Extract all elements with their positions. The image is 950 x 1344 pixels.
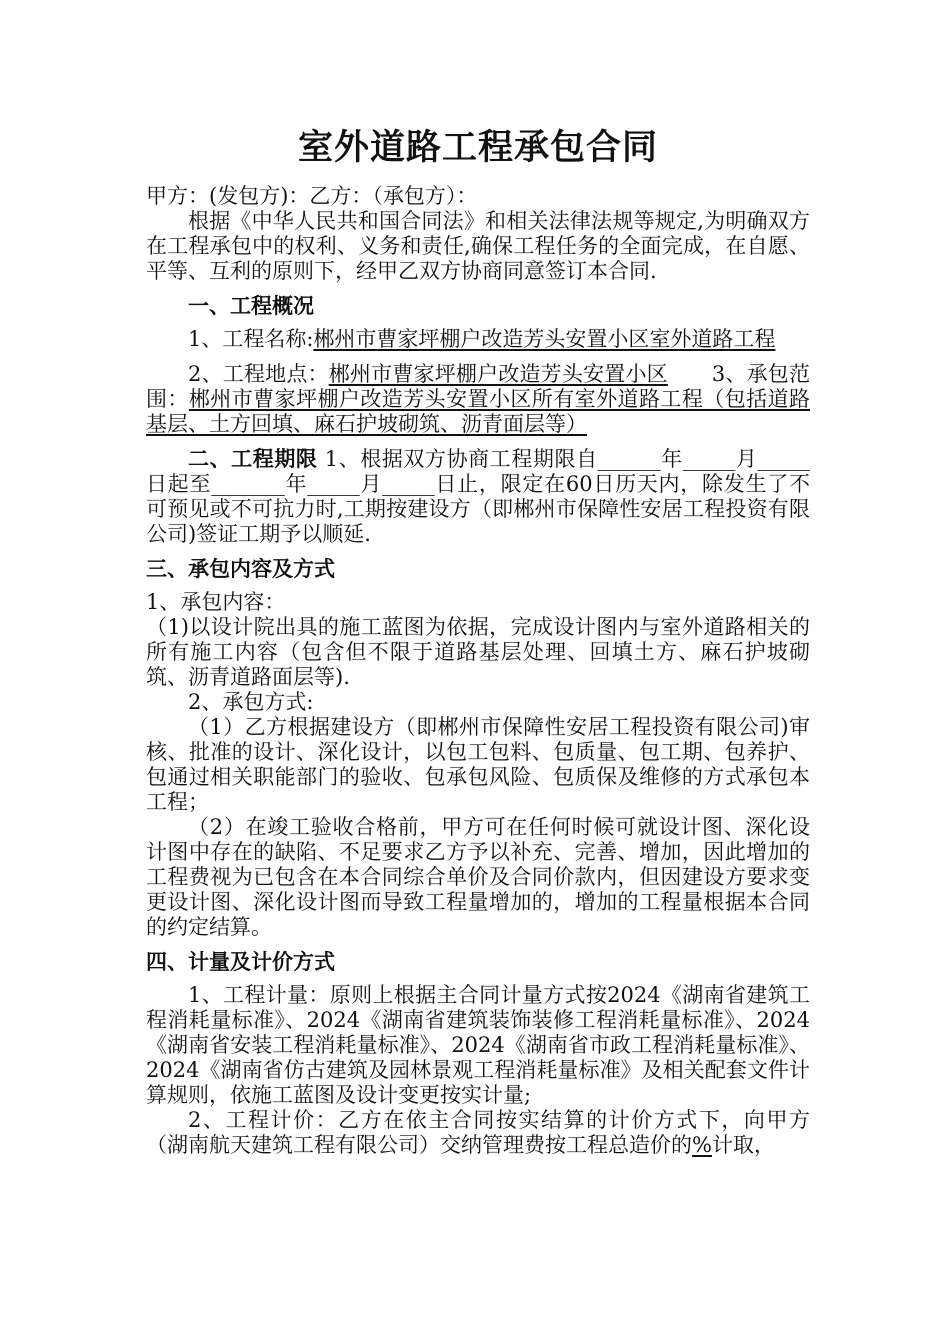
- content-label: 1、承包内容：: [146, 590, 286, 614]
- section-3-heading: 三、承包内容及方式: [146, 557, 335, 581]
- project-site-value: 郴州市曹家坪棚户改造芳头安置小区: [328, 362, 668, 386]
- parties-line: 甲方：(发包方)：乙方：（承包方）：: [146, 184, 478, 208]
- price-percent: %: [692, 1133, 712, 1157]
- content-item-1: （1)以设计院出具的施工蓝图为依据，完成设计图内与室外道路相关的所有施工内容（包含但不限于道路基层处理、回填土方、麻石护坡砌筑、沥青道路面层等).: [146, 615, 810, 689]
- project-name-label: 1、工程名称:: [188, 327, 314, 351]
- section-2-paragraph: [146, 447, 810, 547]
- price-text-end: 计取，: [711, 1133, 775, 1157]
- contract-page: [146, 118, 810, 1158]
- project-name-value: 郴州市曹家坪棚户改造芳头安置小区室外道路工程: [313, 327, 776, 351]
- method-label: 2、承包方式:: [188, 690, 314, 714]
- price-text: 2、工程计价：乙方在依主合同按实结算的计价方式下，向甲方（湖南航天建筑工程有限公司）交纳管理费按工程总造价的: [146, 1108, 810, 1157]
- project-site-line: [146, 362, 810, 437]
- method-item-1: （1）乙方根据建设方（即郴州市保障性安居工程投资有限公司)审核、批准的设计、深化设计，以包工包料、包质量、包工期、包养护、包通过相关职能部门的验收、包承包风险、包质保及维修的方式承包本工程；: [146, 715, 810, 814]
- project-site-label: 2、工程地点：: [188, 362, 329, 386]
- section-2-heading: 二、工程期限: [188, 447, 318, 471]
- document-title: 室外道路工程承包合同: [297, 128, 658, 168]
- price-paragraph: [146, 1108, 810, 1158]
- period-text: 1、根据双方协商工程期限自______年_____月_____日起至_______年_____月_____日止，限定在60日历天内，除发生了不可预见或不可抗力时,工期按建设方（即郴州市保障性安居工程投资有限公司)签证工期予以顺延.: [146, 447, 810, 546]
- scope-label: 3、承包范围：: [146, 362, 810, 411]
- intro-paragraph: 根据《中华人民共和国合同法》和相关法律法规等规定,为明确双方在工程承包中的权利、义务和责任,确保工程任务的全面完成，在自愿、平等、互利的原则下，经甲乙双方协商同意签订本合同.: [146, 209, 810, 283]
- scope-value: 郴州市曹家坪棚户改造芳头安置小区所有室外道路工程（包括道路基层、土方回填、麻石护坡砌筑、沥青面层等）: [146, 387, 811, 436]
- method-item-2: （2）在竣工验收合格前，甲方可在任何时候可就设计图、深化设计图中存在的缺陷、不足要求乙方予以补充、完善、增加，因此增加的工程费视为已包含在本合同综合单价及合同价款内，但因建设方要求变更设计图、深化设计图而导致工程量增加的，增加的工程量根据本合同的约定结算。: [146, 815, 810, 939]
- project-name-line: [146, 327, 810, 352]
- section-4-heading: 四、计量及计价方式: [146, 950, 335, 974]
- measure-paragraph: 1、工程计量：原则上根据主合同计量方式按2024《湖南省建筑工程消耗量标准》、2024《湖南省建筑装饰装修工程消耗量标准》、2024《湖南省安装工程消耗量标准》、2024《湖南省市政工程消耗量标准》、2024《湖南省仿古建筑及园林景观工程消耗量标准》及相关配套文件计算规则，依施工蓝图及设计变更按实计量;: [146, 983, 810, 1107]
- section-1-heading: 一、工程概况: [188, 294, 314, 318]
